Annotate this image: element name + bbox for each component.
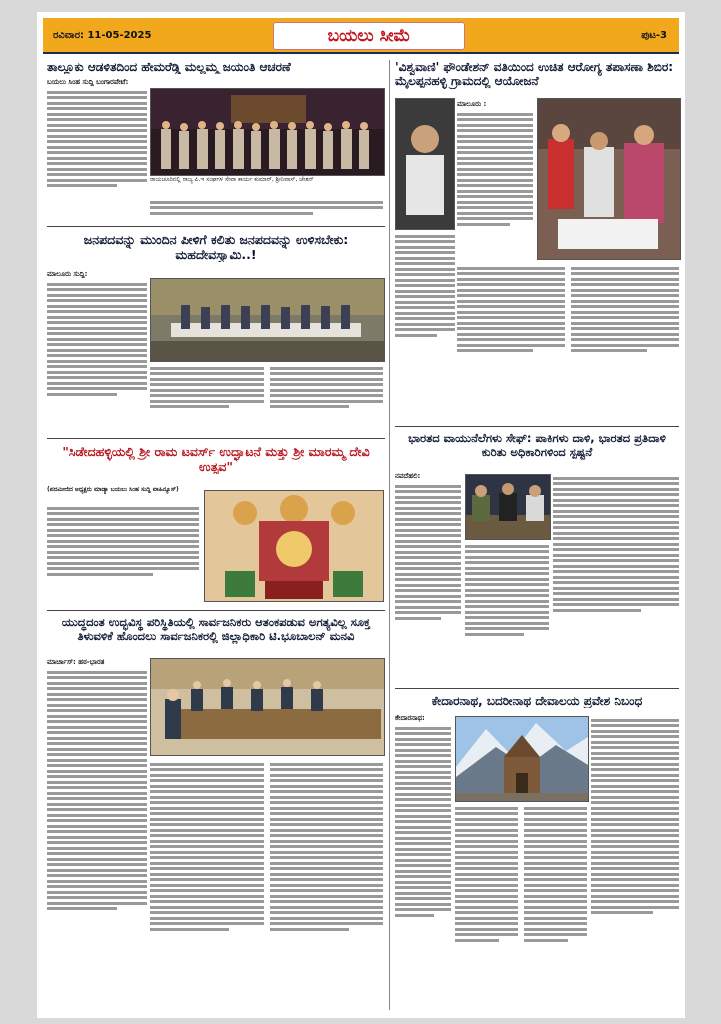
page-number: ಪುಟ-3 bbox=[641, 30, 667, 41]
article-7-dateline: ಕೇದಾರನಾಥ: bbox=[395, 714, 425, 722]
press-briefing-image bbox=[466, 475, 550, 539]
article-2-headline: ಜನಪದವನ್ನು ಮುಂದಿನ ಪೀಳಿಗೆ ಕಲಿತು ಜನಪದವನ್ನು ಉಳಿಸಬೇಕು: ಮಹದೇವಸ್ವಾಮಿ..! bbox=[83, 232, 349, 262]
article-5-body bbox=[457, 110, 533, 260]
article-2-body bbox=[47, 280, 147, 430]
article-6-photo bbox=[465, 474, 551, 540]
health-camp-image bbox=[538, 99, 680, 259]
temple-image bbox=[456, 717, 588, 801]
article-1-photo bbox=[150, 88, 385, 176]
article-4-body bbox=[47, 668, 147, 1008]
article-7-body-b bbox=[455, 804, 587, 1010]
article-4-body-continued bbox=[150, 760, 383, 1010]
article-7-body-continued bbox=[591, 716, 679, 1010]
column-divider bbox=[389, 60, 390, 1010]
article-4-headline: ಯುದ್ಧದಂತ ಉದ್ಭವಿಸ್ಥ ಪರಿಸ್ಥಿತಿಯಲ್ಲಿ ಸಾರ್ವಜನಿಕರು ಆತಂಕಪಡುವ ಅಗತ್ಯವಿಲ್ಲ ಸೂಕ್ತ ತಿಳುವಳಿಕೆ ಹೊಂದಲು ಸಾರ್ವಜನಿಕರಲ್ಲಿ ಜಿಲ್ಲಾಧಿಕಾರಿ ಟಿ.ಭೂಬಾಲನ್ ಮನವಿ bbox=[61, 616, 371, 643]
article-6-body-b bbox=[465, 542, 549, 682]
article-1-dateline: ಬಯಲು ಸಿಂಹ ಸುದ್ದಿ ಬಂಗಾರಪೇಟೆ: bbox=[47, 78, 129, 86]
stage-event-image bbox=[151, 279, 384, 361]
issue-date: ರವಿವಾರ: 11-05-2025 bbox=[53, 30, 152, 41]
article-5-headline: 'ವಿಶ್ವವಾಣಿ' ಫೌಂಡೇಶನ್ ವತಿಯಿಂದ ಉಚಿತ ಆರೋಗ್ಯ ತಪಾಸಣಾ ಶಿಬಿರ: ಮೈಲಪ್ಪನಹಳ್ಳಿ ಗ್ರಾಮದಲ್ಲಿ ಆಯೋಜನೆ bbox=[395, 60, 674, 89]
article-7-body bbox=[395, 724, 451, 1010]
article-6-dateline: ನವದೆಹಲಿ: bbox=[395, 472, 421, 480]
article-2-body-continued bbox=[150, 364, 383, 432]
article-5-dateline: ಮಾಲೂರು : bbox=[457, 100, 487, 108]
masthead bbox=[43, 18, 679, 54]
article-1-caption: ರಾಯಚೂರಿನಲ್ಲಿ ರಾಜ್ಯ ಪಿ.ಇ ಸಂಘಗಳ ಸೇವಾ ಕಾರ್ಯ ಕುಮಾರ್, ಶ್ರೀನಿವಾಸ್, ಚೇತನ್ bbox=[150, 176, 314, 183]
article-7-headline: ಕೇದಾರನಾಥ, ಬದರೀನಾಥ ದೇವಾಲಯ ಪ್ರವೇಶ ನಿಬಂಧ bbox=[431, 694, 643, 708]
article-5-body-continued bbox=[457, 264, 679, 394]
meeting-room-image bbox=[151, 659, 384, 755]
article-5-photo-left bbox=[395, 98, 455, 230]
article-6-body-continued bbox=[553, 474, 679, 682]
group-photo-image bbox=[151, 89, 384, 175]
goddess-idol-image bbox=[205, 491, 383, 601]
newspaper-title: ಬಯಲು ಸೀಮೆ bbox=[273, 22, 465, 50]
article-6-headline: ಭಾರತದ ವಾಯುನೆಲೆಗಳು ಸೇಫ್: ಪಾಕಿಗಳು ದಾಳಿ, ಭಾರತದ ಪ್ರತಿದಾಳಿ ಕುರಿತು ಅಧಿಕಾರಿಗಳಿಂದ ಸ್ಪಷ್ಟನೆ bbox=[408, 432, 666, 459]
newspaper-page bbox=[37, 12, 685, 1018]
article-3-photo bbox=[204, 490, 384, 602]
article-5-body-b bbox=[395, 232, 455, 382]
article-2-dateline: ಮಾಲೂರು ಸುದ್ದಿ: bbox=[47, 270, 88, 278]
article-3-dateline: (ಪದಮೀಜಿದ ಅಧ್ಯಕ್ಷರು ಮಾಡ್ಯಾ ಬಯಲು ಸಿಂಹ ಸುದ್ದಿ ವಾಹಿನ್ಯೂಸ್) bbox=[47, 486, 179, 493]
article-4-dateline: ಮಾರ್ಚಾಸ್: ಹಠ-ಭಾರತ bbox=[47, 658, 105, 666]
article-6-body bbox=[395, 482, 461, 682]
article-1-body-continued bbox=[150, 198, 383, 220]
article-7-photo bbox=[455, 716, 589, 802]
article-1-body bbox=[47, 88, 147, 218]
article-5-photo-right bbox=[537, 98, 681, 260]
article-4-photo bbox=[150, 658, 385, 756]
portrait-image bbox=[396, 99, 454, 229]
article-2-photo bbox=[150, 278, 385, 362]
article-3-headline: "ಸಿಡೇದಹಳ್ಳಿಯಲ್ಲಿ ಶ್ರೀ ರಾಮ ಟವರ್ಸ್ ಉದ್ಘಾಟನೆ ಮತ್ತು ಶ್ರೀ ಮಾರಮ್ಮ ದೇವಿ ಉತ್ಸವ" bbox=[62, 444, 370, 474]
article-1-headline: ತಾಲ್ಲೂಕು ಆಡಳಿತದಿಂದ ಹೇಮರೆಡ್ಡಿ ಮಲ್ಲಮ್ಮ ಜಯಂತಿ ಆಚರಣೆ bbox=[47, 60, 291, 74]
article-3-body bbox=[47, 504, 199, 604]
